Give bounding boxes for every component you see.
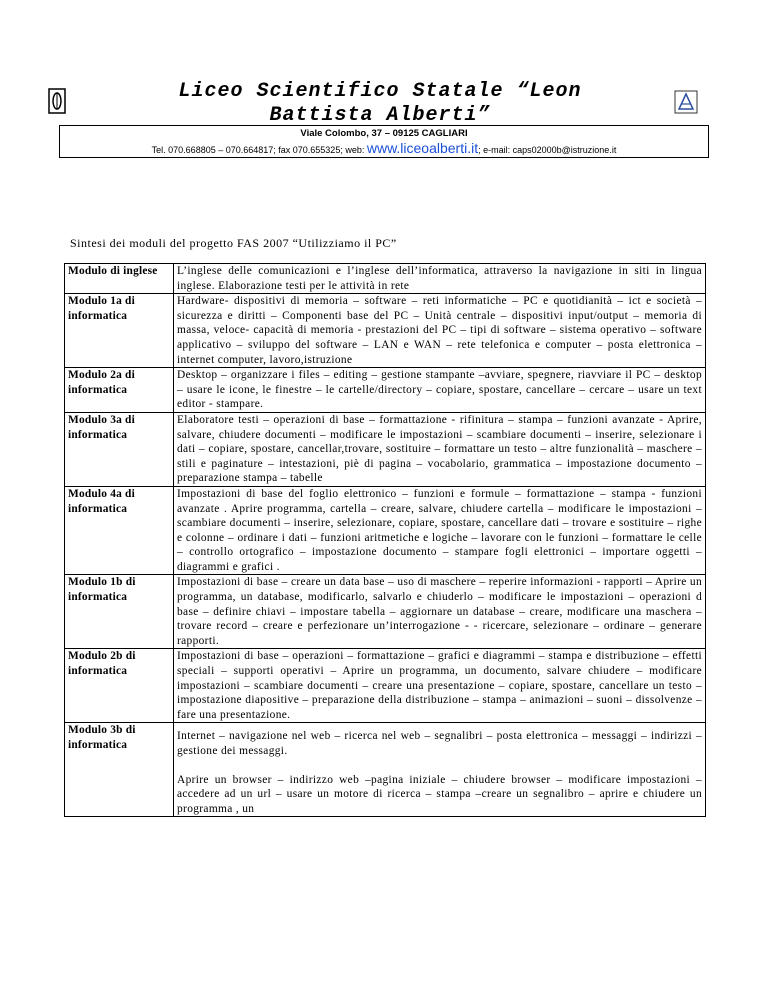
school-address: Viale Colombo, 37 – 09125 CAGLIARI <box>300 128 468 139</box>
module-description-cell <box>174 723 706 817</box>
module-description: Impostazioni di base del foglio elettronico – funzioni e formule – formattazione – stampa - funzioni avanzate . Aprire programma, cartella – creare, salvare, chiudere cartella – modificare le impostazioni – scambiare documenti – inserire, selezionare, copiare, spostare, cancellare dati – trovare e sostituire – righe e colonne – ordinare i dati – funzioni aritmetiche e logiche – lavorare con le funzioni – formattare le celle – controllo ortografico – impostazione documento – stampare fogli elettronici – importare oggetti – diagrammi e grafici . <box>174 486 706 575</box>
module-description: Impostazioni di base – creare un data base – uso di maschere – reperire informazioni - rapporti – Aprire un programma, un database, modificarlo, salvarlo e chiuderlo – modificare le impostazioni – operazioni d base – definire chiavi – impostare tabella – aggiornare un database – creare, modificare una maschera – trovare record – creare e perfezionare un’interrogazione - - ricercare, selezionare – ordinare – generare rapporti. <box>174 575 706 649</box>
table-row <box>65 294 706 368</box>
module-description: Impostazioni di base – operazioni – formattazione – grafici e diagrammi – stampa e distribuzione – effetti speciali – supporti operativi – Aprire un programma, un documento, salvare chiudere – modificare impostazioni – scambiare documenti – creare una presentazione – copiare, spostare, cancellare un testo – impostazione diapositive – preparazione della distribuzione – stampa – animazioni – suoni – dissolvenze – fare una presentazione. <box>174 649 706 723</box>
module-label: Modulo 3a di informatica <box>65 412 174 486</box>
school-name <box>120 80 640 128</box>
module-description: Hardware- dispositivi di memoria – software – reti informatiche – PC e quotidianità – ict e società – sicurezza e diritti – Componenti base del PC – Unità centrale – dispositivi input/output – memoria di massa, veloce- capacità di memoria - prestazioni del PC – tipi di software – sistema operativo – software applicativo – sviluppo del software – LAN e WAN – rete telefonica e computer – posta elettronica – internet computer, lavoro,istruzione <box>174 294 706 368</box>
table-row <box>65 723 706 817</box>
modules-table <box>64 263 706 817</box>
module-label: Modulo 2b di informatica <box>65 649 174 723</box>
module-description: L’inglese delle comunicazioni e l’inglese dell’informatica, attraverso la navigazione in siti in lingua inglese. Elaborazione testi per le attività in rete <box>174 264 706 294</box>
school-name-line-2: Battista Alberti” <box>269 104 491 127</box>
school-logo-right <box>674 90 698 114</box>
school-name-line-1: Liceo Scientifico Statale “Leon <box>178 80 582 103</box>
table-row <box>65 649 706 723</box>
module-label: Modulo 3b di informatica <box>65 723 174 817</box>
module-description: Internet – navigazione nel web – ricerca nel web – segnalibri – posta elettronica – messaggi – indirizzi – gestione dei messaggi. <box>177 730 702 757</box>
table-row <box>65 412 706 486</box>
module-label: Modulo di inglese <box>65 264 174 294</box>
table-row <box>65 264 706 294</box>
module-description: Desktop – organizzare i files – editing – gestione stampante –avviare, spegnere, riavviare il PC – desktop – usare le icone, le finestre – le cartelle/directory – copiare, spostare, cancellare – cercare – usare un text editor - stampare. <box>174 368 706 413</box>
address-box <box>59 125 709 158</box>
school-logo-left <box>48 88 66 114</box>
module-label: Modulo 4a di informatica <box>65 486 174 575</box>
email: ; e-mail: caps02000b@istruzione.it <box>478 145 617 155</box>
table-row <box>65 575 706 649</box>
module-label: Modulo 1b di informatica <box>65 575 174 649</box>
phone-fax: Tel. 070.668805 – 070.664817; fax 070.655325; web: <box>151 145 367 155</box>
website-link[interactable]: www.liceoalberti.it <box>366 140 479 156</box>
intro-text: Sintesi dei moduli del progetto FAS 2007 “Utilizziamo il PC” <box>70 236 397 250</box>
table-row <box>65 486 706 575</box>
module-description-continued: Aprire un browser – indirizzo web –pagina iniziale – chiudere browser – modificare impostazioni –accedere ad un url – usare un motore di ricerca – stampa –creare un segnalibro – aprire e chiudere un programma , un <box>177 773 702 815</box>
module-description: Elaboratore testi – operazioni di base – formattazione - rifinitura – stampa – funzioni avanzate - Aprire, salvare, chiudere documenti – modificare le impostazioni – scambiare documenti – inserire, selezionare i dati – copiare, spostare, cancellar,trovare, sostituire – formattare un testo – altre funzionalità – maschere – stili e paginature – intestazioni, piè di pagina – vocabolario, grammatica – impostazione documento – preparazione stampa – tabelle <box>174 412 706 486</box>
table-row <box>65 368 706 413</box>
contact-line <box>60 140 708 158</box>
module-label: Modulo 1a di informatica <box>65 294 174 368</box>
module-label: Modulo 2a di informatica <box>65 368 174 413</box>
